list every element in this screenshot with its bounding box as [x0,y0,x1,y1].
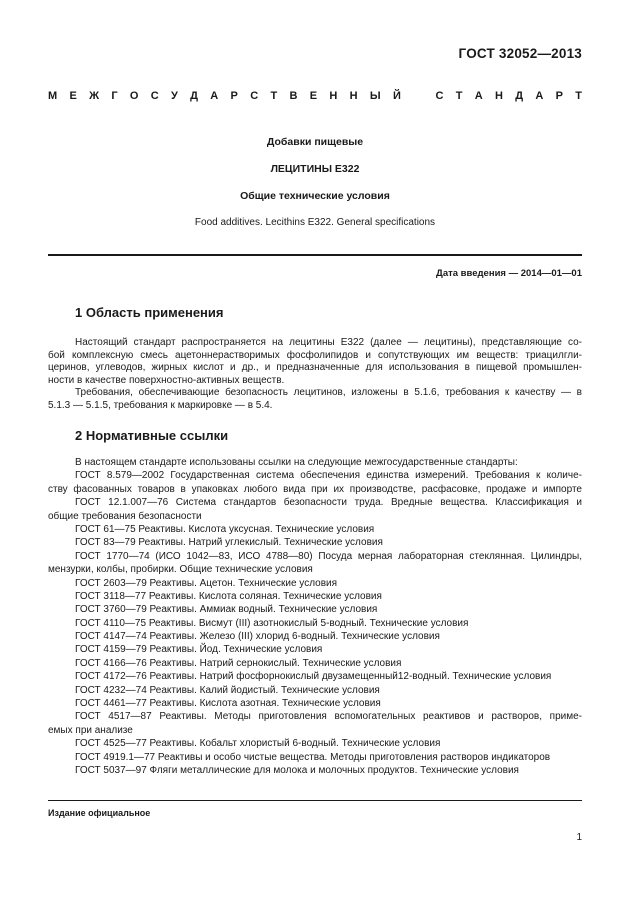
standard-type-letter: Р [555,90,563,102]
standard-type-letter: Е [69,90,77,102]
standard-number: ГОСТ 32052—2013 [458,46,582,61]
text-line: бой комплексную смесь ацетоннерастворимых фосфолипидов и сопутствующих им веществ: триацилгли- [48,349,582,361]
standard-type-letter: Д [515,90,524,102]
reference-line: ГОСТ 4172—76 Реактивы. Натрий фосфорнокислый двузамещенный12-водный. Технические условия [75,671,552,683]
standard-type-letter: А [474,90,483,102]
text-line: церинов, углеводов, жирных кислот и др., и предназначенные для использования в пищевой промышлен- [48,362,582,374]
standard-type-letter: М [48,90,58,102]
standard-type-letter: Н [329,90,338,102]
reference-line: общие требования безопасности [48,510,202,522]
standard-type-letter: О [129,90,139,102]
header-divider [48,254,582,256]
reference-line: ГОСТ 61—75 Реактивы. Кислота уксусная. Технические условия [75,523,375,535]
reference-line: ству фасованных товаров в упаковках любого вида при их производстве, расфасовке, продаже и импорте [48,483,582,495]
reference-line: ГОСТ 12.1.007—76 Система стандартов безопасности труда. Вредные вещества. Классификация и [75,497,582,509]
normative-references-list [48,456,582,777]
standard-type-letter: В [289,90,298,102]
standard-type-letter: Н [494,90,503,102]
standard-type-letter: Т [270,90,278,102]
reference-line: ГОСТ 5037—97 Фляги металлические для молока и молочных продуктов. Технические условия [75,764,519,776]
reference-line: мензурки, колбы, пробирки. Общие технические условия [48,564,313,576]
title-english: Food additives. Lecithins E322. General specifications [194,217,436,228]
standard-type-letter: С [435,90,444,102]
standard-type-letter [413,90,423,102]
reference-line: ГОСТ 2603—79 Реактивы. Ацетон. Технические условия [75,577,338,589]
section-2-heading: 2 Нормативные ссылки [75,428,229,443]
title-line-3: Общие технические условия [240,190,390,202]
text-line: Требования, обеспечивающие безопасность лецитинов, изложены в 5.1.6, требования к качеству — в [75,387,582,398]
reference-line: ГОСТ 4525—77 Реактивы. Кобальт хлористый 6-водный. Технические условия [75,738,441,750]
section-1-paragraph-2 [48,387,582,412]
section-1-heading: 1 Область применения [75,305,224,320]
reference-line: ГОСТ 4919.1—77 Реактивы и особо чистые вещества. Методы приготовления растворов индикаторов [75,751,551,763]
text-line: ности в качестве поверхностно-активных веществ. [48,374,285,386]
standard-type-letter: Н [349,90,358,102]
reference-line: ГОСТ 4110—75 Реактивы. Висмут (III) азотнокислый 5-водный. Технические условия [75,617,469,629]
reference-line: ГОСТ 3118—77 Реактивы. Кислота соляная. Технические условия [75,590,382,602]
footer-divider [48,800,582,801]
standard-type-letter: С [250,90,259,102]
standard-type-letter: Г [111,90,118,102]
title-line-1: Добавки пищевые [266,136,364,148]
introduction-date: Дата введения — 2014—01—01 [436,268,582,279]
reference-line: ГОСТ 83—79 Реактивы. Натрий углекислый. Технические условия [75,537,383,549]
standard-type-letter: Т [575,90,582,102]
reference-line: В настоящем стандарте использованы ссылки на следующие межгосударственные стандарты: [75,457,518,468]
standard-type-letter: Е [309,90,318,102]
standard-type-heading [48,90,582,102]
reference-line: ГОСТ 3760—79 Реактивы. Аммиак водный. Технические условия [75,604,378,616]
text-line: 5.1.3 — 5.1.5, требования к маркировке — в 5.4. [48,399,273,411]
standard-type-letter: Ы [369,90,381,102]
reference-line: ГОСТ 8.579—2002 Государственная система обеспечения единства измерений. Требования к количе- [75,470,582,482]
text-line: Настоящий стандарт распространяется на лецитины Е322 (далее — лецитины), представляющие со- [75,337,582,348]
standard-type-letter: Й [392,90,401,102]
standard-type-letter: С [150,90,159,102]
edition-note: Издание официальное [48,808,151,818]
reference-line: ГОСТ 4159—79 Реактивы. Йод. Технические условия [75,644,323,656]
standard-type-letter: Т [455,90,463,102]
page-number: 1 [576,832,582,843]
standard-type-letter: А [210,90,219,102]
title-line-2: ЛЕЦИТИНЫ Е322 [270,163,360,175]
standard-type-letter: Д [190,90,198,102]
standard-type-letter: У [171,90,178,102]
section-1-paragraph-1 [48,337,582,387]
reference-line: ГОСТ 4517—87 Реактивы. Методы приготовления вспомогательных реактивов и растворов, приме- [75,711,582,723]
reference-line: ГОСТ 4232—74 Реактивы. Калий йодистый. Технические условия [75,684,380,696]
reference-line: ГОСТ 1770—74 (ИСО 1042—83, ИСО 4788—80) Посуда мерная лабораторная стеклянная. Цилиндры, [75,550,582,562]
reference-line: ГОСТ 4166—76 Реактивы. Натрий сернокислый. Технические условия [75,657,402,669]
standard-type-letter: Ж [89,90,100,102]
reference-line: ГОСТ 4147—74 Реактивы. Железо (III) хлорид 6-водный. Технические условия [75,631,440,643]
reference-line: ГОСТ 4461—77 Реактивы. Кислота азотная. Технические условия [75,698,381,710]
standard-type-letter: А [535,90,544,102]
reference-line: емых при анализе [48,724,133,736]
standard-type-letter: Р [230,90,238,102]
